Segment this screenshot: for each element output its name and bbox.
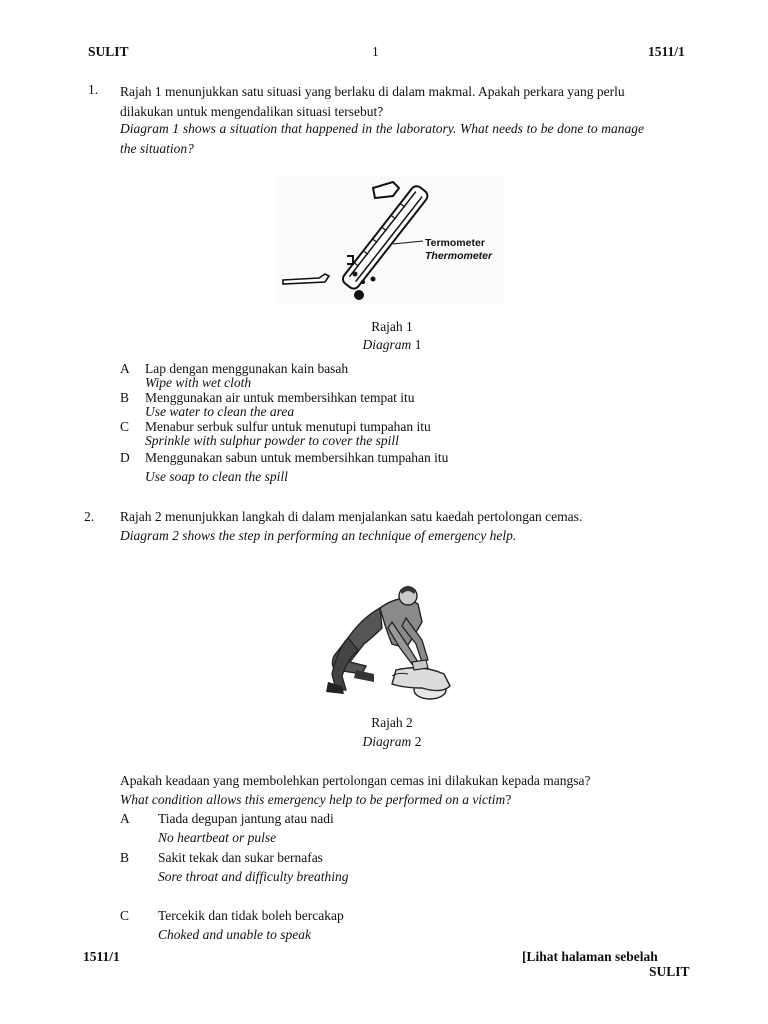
option-text-en: Use water to clean the area bbox=[145, 404, 295, 419]
option-text-ms: Tercekik dan tidak boleh bercakap bbox=[158, 908, 344, 923]
option-text-en: Sprinkle with sulphur powder to cover the spill bbox=[145, 433, 399, 448]
question-number: 1. bbox=[88, 82, 99, 97]
option-text-ms: Lap dengan menggunakan kain basah bbox=[145, 361, 349, 376]
option-text-en: Choked and unable to speak bbox=[158, 927, 311, 942]
header-left: SULIT bbox=[88, 44, 129, 59]
footer-left: 1511/1 bbox=[83, 949, 120, 964]
option-letter: D bbox=[120, 450, 130, 465]
question-number: 2. bbox=[84, 509, 95, 524]
option-letter: C bbox=[120, 419, 130, 434]
caption-en-num: 2 bbox=[411, 734, 422, 749]
stem-en-word: Diagram bbox=[120, 528, 169, 543]
diagram-1 bbox=[275, 176, 505, 304]
caption-en-num: 1 bbox=[411, 337, 422, 352]
stem-en-rest: 2 shows the step in performing an technique of emergency help. bbox=[168, 528, 517, 543]
question-stem-en: Diagram 1 shows a situation that happened in the laboratory. What needs to be done to manage the situation? bbox=[120, 121, 644, 156]
question-en bbox=[120, 792, 511, 808]
option-text-en: No heartbeat or pulse bbox=[158, 830, 277, 845]
thermometer-label-ms: Termometer bbox=[425, 237, 485, 249]
option-text-ms: Menggunakan sabun untuk membersihkan tumpahan itu bbox=[145, 450, 449, 465]
caption-en-word: Diagram bbox=[362, 734, 412, 749]
option-text-ms: Menggunakan air untuk membersihkan tempat itu bbox=[145, 390, 415, 405]
option-letter: B bbox=[120, 390, 130, 405]
question-ms: Apakah keadaan yang membolehkan pertolongan cemas ini dilakukan kepada mangsa? bbox=[120, 773, 591, 788]
question-en-text: What condition allows this emergency help to be performed on a victim bbox=[120, 792, 506, 807]
caption-ms: Rajah 2 bbox=[371, 715, 413, 730]
page-number: 1 bbox=[372, 44, 379, 59]
diagram-2 bbox=[322, 578, 458, 703]
option-text-en: Wipe with wet cloth bbox=[145, 375, 252, 390]
option-text-ms: Sakit tekak dan sukar bernafas bbox=[158, 850, 323, 865]
question-en-end: ? bbox=[505, 792, 512, 807]
cpr-chest-compression-icon bbox=[322, 578, 458, 703]
caption-ms: Rajah 1 bbox=[371, 319, 413, 334]
footer-sulit: SULIT bbox=[649, 964, 690, 979]
option-letter: A bbox=[120, 811, 130, 826]
question-stem-ms: Rajah 2 menunjukkan langkah di dalam menjalankan satu kaedah pertolongan cemas. bbox=[120, 509, 583, 524]
option-letter: B bbox=[120, 850, 130, 865]
caption-en bbox=[292, 337, 492, 353]
caption-en bbox=[292, 734, 492, 750]
thermometer-label-en: Thermometer bbox=[425, 250, 493, 262]
question-stem-ms: Rajah 1 menunjukkan satu situasi yang berlaku di dalam makmal. Apakah perkara yang perlu dilakukan untuk mengendalikan situasi tersebut? bbox=[120, 84, 625, 119]
header-right: 1511/1 bbox=[648, 44, 685, 59]
option-text-ms: Menabur serbuk sulfur untuk menutupi tumpahan itu bbox=[145, 419, 431, 434]
question-stem-en bbox=[120, 528, 516, 544]
option-letter: C bbox=[120, 908, 130, 923]
option-text-ms: Tiada degupan jantung atau nadi bbox=[158, 811, 334, 826]
caption-en-word: Diagram bbox=[362, 337, 412, 352]
broken-thermometer-icon bbox=[275, 176, 505, 304]
option-text-en: Sore throat and difficulty breathing bbox=[158, 869, 349, 884]
option-text-en: Use soap to clean the spill bbox=[145, 469, 288, 484]
footer-next-page: [Lihat halaman sebelah bbox=[522, 949, 658, 964]
option-letter: A bbox=[120, 361, 130, 376]
